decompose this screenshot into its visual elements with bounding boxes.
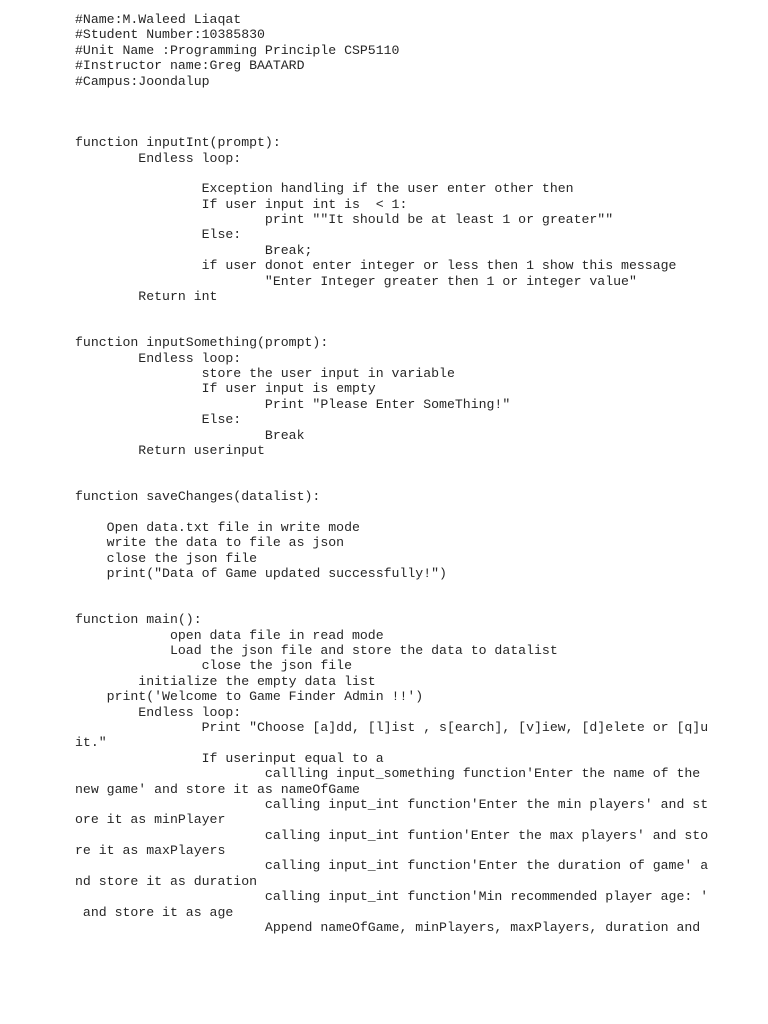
code-line: Endless loop: <box>75 150 242 166</box>
code-line: initialize the empty data list <box>75 673 376 689</box>
code-line: #Campus:Joondalup <box>75 73 210 89</box>
code-line: function inputSomething(prompt): <box>75 335 329 351</box>
code-line: #Student Number:10385830 <box>75 27 265 43</box>
code-line: #Unit Name :Programming Principle CSP5110 <box>75 42 400 58</box>
blank-line <box>75 505 685 520</box>
code-line: print("Data of Game updated successfully!") <box>75 566 447 582</box>
code-line: re it as maxPlayers <box>75 843 226 859</box>
code-line: Load the json file and store the data to datalist <box>75 643 558 659</box>
code-line: Exception handling if the user enter other then <box>75 181 574 197</box>
code-line: function saveChanges(datalist): <box>75 489 321 505</box>
code-line: function main(): <box>75 612 202 628</box>
blank-line <box>75 120 685 135</box>
code-line: close the json file <box>75 550 258 566</box>
code-line: callling input_something function'Enter the name of the <box>75 766 701 782</box>
blank-line <box>75 89 685 104</box>
blank-line <box>75 474 685 489</box>
code-line: it." <box>75 735 107 751</box>
code-line: If user input is empty <box>75 381 376 397</box>
code-line: Open data.txt file in write mode <box>75 519 360 535</box>
code-line: #Instructor name:Greg BAATARD <box>75 58 305 74</box>
code-line: Else: <box>75 412 242 428</box>
code-line: calling input_int function'Enter the min players' and st <box>75 796 709 812</box>
blank-line <box>75 458 685 473</box>
code-line: Return int <box>75 289 218 305</box>
code-line: Break <box>75 427 305 443</box>
code-line: ore it as minPlayer <box>75 812 226 828</box>
code-line: Append nameOfGame, minPlayers, maxPlayers, duration and <box>75 920 701 936</box>
code-line: and store it as age <box>75 904 234 920</box>
code-line: write the data to file as json <box>75 535 345 551</box>
code-line: calling input_int funtion'Enter the max players' and sto <box>75 827 709 843</box>
code-line: Print "Please Enter SomeThing!" <box>75 396 511 412</box>
code-line: Break; <box>75 242 313 258</box>
code-line: open data file in read mode <box>75 627 384 643</box>
code-line: if user donot enter integer or less then 1 show this message <box>75 258 677 274</box>
code-line: Else: <box>75 227 242 243</box>
code-line: Endless loop: <box>75 704 242 720</box>
blank-line <box>75 320 685 335</box>
code-line: print ""It should be at least 1 or greater"" <box>75 212 614 228</box>
code-line: Endless loop: <box>75 350 242 366</box>
code-line: print('Welcome to Game Finder Admin !!') <box>75 689 424 705</box>
blank-line <box>75 581 685 596</box>
code-line: close the json file <box>75 658 352 674</box>
code-line: #Name:M.Waleed Liaqat <box>75 12 242 27</box>
code-line: new game' and store it as nameOfGame <box>75 781 360 797</box>
blank-line <box>75 597 685 612</box>
code-line: "Enter Integer greater then 1 or integer value" <box>75 273 637 289</box>
code-line: store the user input in variable <box>75 365 455 381</box>
code-line: calling input_int function'Min recommended player age: ' <box>75 889 709 905</box>
code-line: If user input int is < 1: <box>75 196 408 212</box>
blank-line <box>75 104 685 119</box>
code-line: Return userinput <box>75 442 265 458</box>
pseudocode-text <box>75 12 709 936</box>
blank-line <box>75 166 685 181</box>
code-line: nd store it as duration <box>75 873 258 889</box>
code-line: If userinput equal to a <box>75 750 384 766</box>
code-line: Print "Choose [a]dd, [l]ist , s[earch], [v]iew, [d]elete or [q]u <box>75 719 709 735</box>
code-line: calling input_int function'Enter the duration of game' a <box>75 858 709 874</box>
blank-line <box>75 304 685 319</box>
code-line: function inputInt(prompt): <box>75 135 281 151</box>
